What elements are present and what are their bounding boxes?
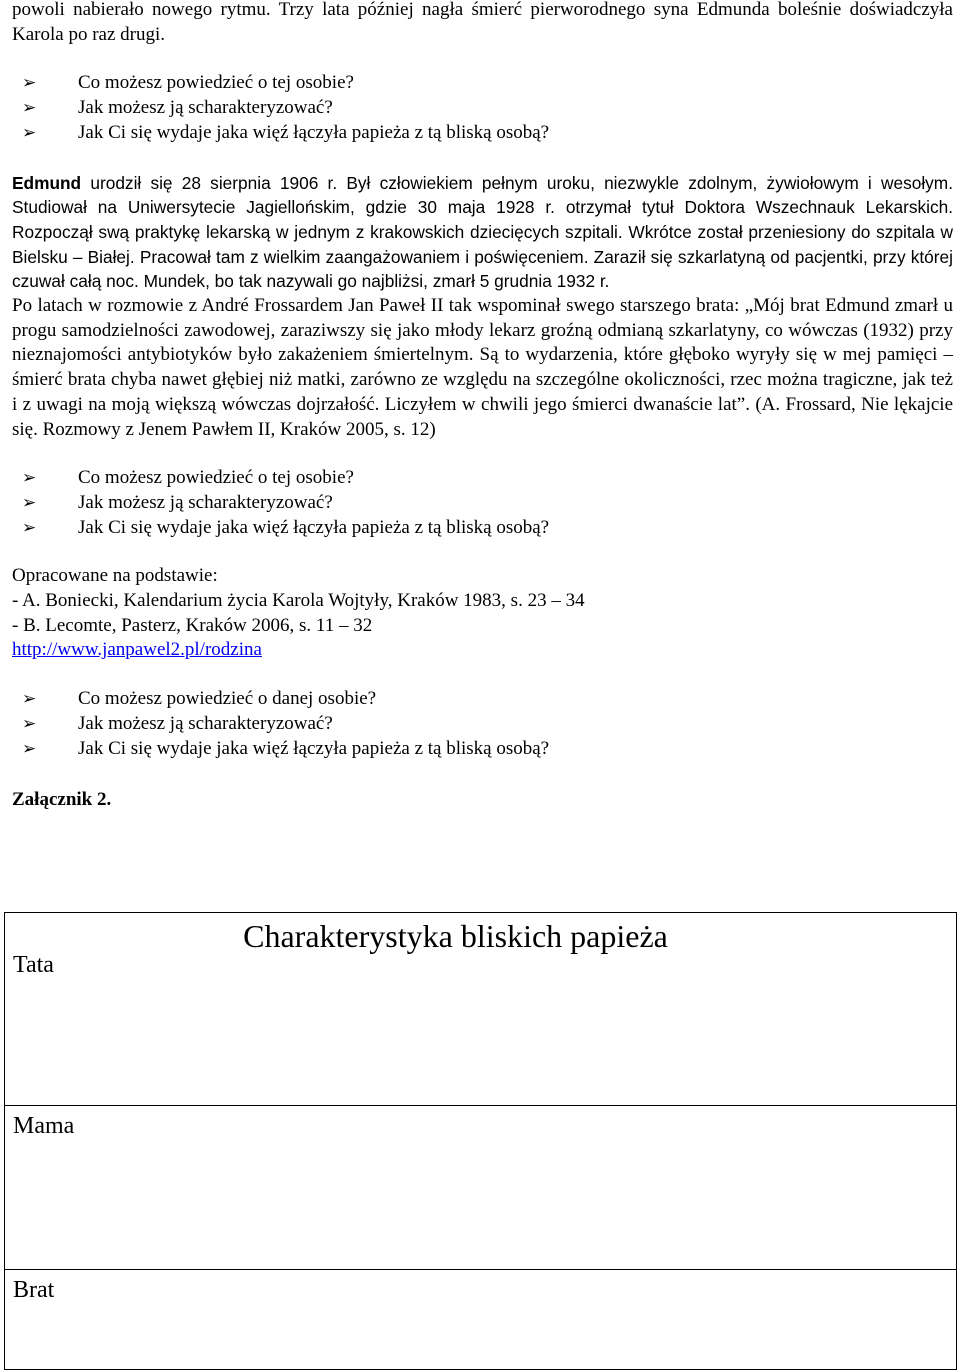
quote-paragraph: Po latach w rozmowie z André Frossardem Jan Paweł II tak wspominał swego starszego brata: „Mój brat Edmund zmarł u progu samodzielności zawodowej, zaraziwszy się jako młody lekarz groźną odmianą szkarlatyny, co wówczas (1932) przy nieznajomości antybiotyków było zakażeniem śmiertelnym. Są to wydarzenia, które głęboko wyryły się w mej pamięci – śmierć brata chyba nawet głębiej niż matki, zarówno ze względu na szczególne okoliczności, rzec można tragiczne, jak też i z uwagi na moją większą wówczas dojrzałość. Liczyłem w chwili jego śmierci dwanaście lat”. (A. Frossard, Nie lękajcie się. Rozmowy z Jenem Pawłem II, Kraków 2005, s. 12) xyxy=(12,295,953,440)
table-cell-father[interactable] xyxy=(5,913,957,1106)
question-list-2 xyxy=(12,466,953,540)
question-item: ➢ Jak Ci się wydaje jaka więź łączyła papieża z tą bliską osobą? xyxy=(12,737,953,762)
question-list-1 xyxy=(12,71,953,145)
table-title: Charakterystyka bliskich papieża xyxy=(243,918,668,954)
question-item: ➢ Jak Ci się wydaje jaka więź łączyła papieża z tą bliską osobą? xyxy=(12,121,953,146)
arrow-bullet-icon: ➢ xyxy=(22,492,37,513)
arrow-bullet-icon: ➢ xyxy=(22,689,37,710)
edmund-name: Edmund xyxy=(12,172,82,193)
sources-heading: Opracowane na podstawie: xyxy=(12,565,218,587)
arrow-bullet-icon: ➢ xyxy=(22,468,37,489)
characteristics-table xyxy=(4,912,957,1370)
question-item: ➢ Jak możesz ją scharakteryzować? xyxy=(12,96,953,121)
question-item: ➢ Co możesz powiedzieć o danej osobie? xyxy=(12,687,953,712)
source-link[interactable]: http://www.janpawel2.pl/rodzina xyxy=(12,639,262,661)
annex-label: Załącznik 2. xyxy=(12,789,112,811)
question-item: ➢ Co możesz powiedzieć o tej osobie? xyxy=(12,71,953,96)
edmund-text: urodził się 28 sierpnia 1906 r. Był człowiekiem pełnym uroku, niezwykle zdolnym, żywiołowym i wesołym. Studiował na Uniwersytecie Jagiellońskim, gdzie 30 maja 1928 r. otrzymał tytuł Doktora Wszechnauk Lekarskich. Rozpoczął swą praktykę lekarską w jednym z krakowskich dziecięcych szpitali. Wkrótce został przeniesiony do szpitala w Bielsku – Białej. Pracował tam z wielkim zaangażowaniem i poświęceniem. Zaraził się szkarlatyną od pacjentki, przy której czuwał całą noc. Mundek, bo tak nazywali go najbliżsi, zmarł 5 grudnia 1932 r. xyxy=(12,172,953,292)
table-cell-mother[interactable] xyxy=(5,1106,957,1270)
question-list-3 xyxy=(12,687,953,761)
source-item: - B. Lecomte, Pasterz, Kraków 2006, s. 11 – 32 xyxy=(12,614,373,636)
sources-block xyxy=(12,564,953,663)
question-item: ➢ Jak Ci się wydaje jaka więź łączyła papieża z tą bliską osobą? xyxy=(12,516,953,541)
question-item: ➢ Jak możesz ją scharakteryzować? xyxy=(12,491,953,516)
question-item: ➢ Jak możesz ją scharakteryzować? xyxy=(12,712,953,737)
intro-paragraph: powoli nabierało nowego rytmu. Trzy lata później nagła śmierć pierworodnego syna Edmunda boleśnie doświadczyła Karola po raz drugi. xyxy=(12,0,953,45)
arrow-bullet-icon: ➢ xyxy=(22,122,37,143)
document-page xyxy=(12,0,953,811)
arrow-bullet-icon: ➢ xyxy=(22,713,37,734)
source-item: - A. Boniecki, Kalendarium życia Karola Wojtyły, Kraków 1983, s. 23 – 34 xyxy=(12,590,585,612)
arrow-bullet-icon: ➢ xyxy=(22,738,37,759)
row-label-father: Tata xyxy=(13,952,54,978)
edmund-paragraph xyxy=(12,171,953,295)
row-label-brother: Brat xyxy=(13,1277,55,1303)
row-label-mother: Mama xyxy=(13,1113,75,1139)
table-cell-brother[interactable] xyxy=(5,1270,957,1370)
question-item: ➢ Co możesz powiedzieć o tej osobie? xyxy=(12,466,953,491)
arrow-bullet-icon: ➢ xyxy=(22,73,37,94)
arrow-bullet-icon: ➢ xyxy=(22,98,37,119)
arrow-bullet-icon: ➢ xyxy=(22,517,37,538)
